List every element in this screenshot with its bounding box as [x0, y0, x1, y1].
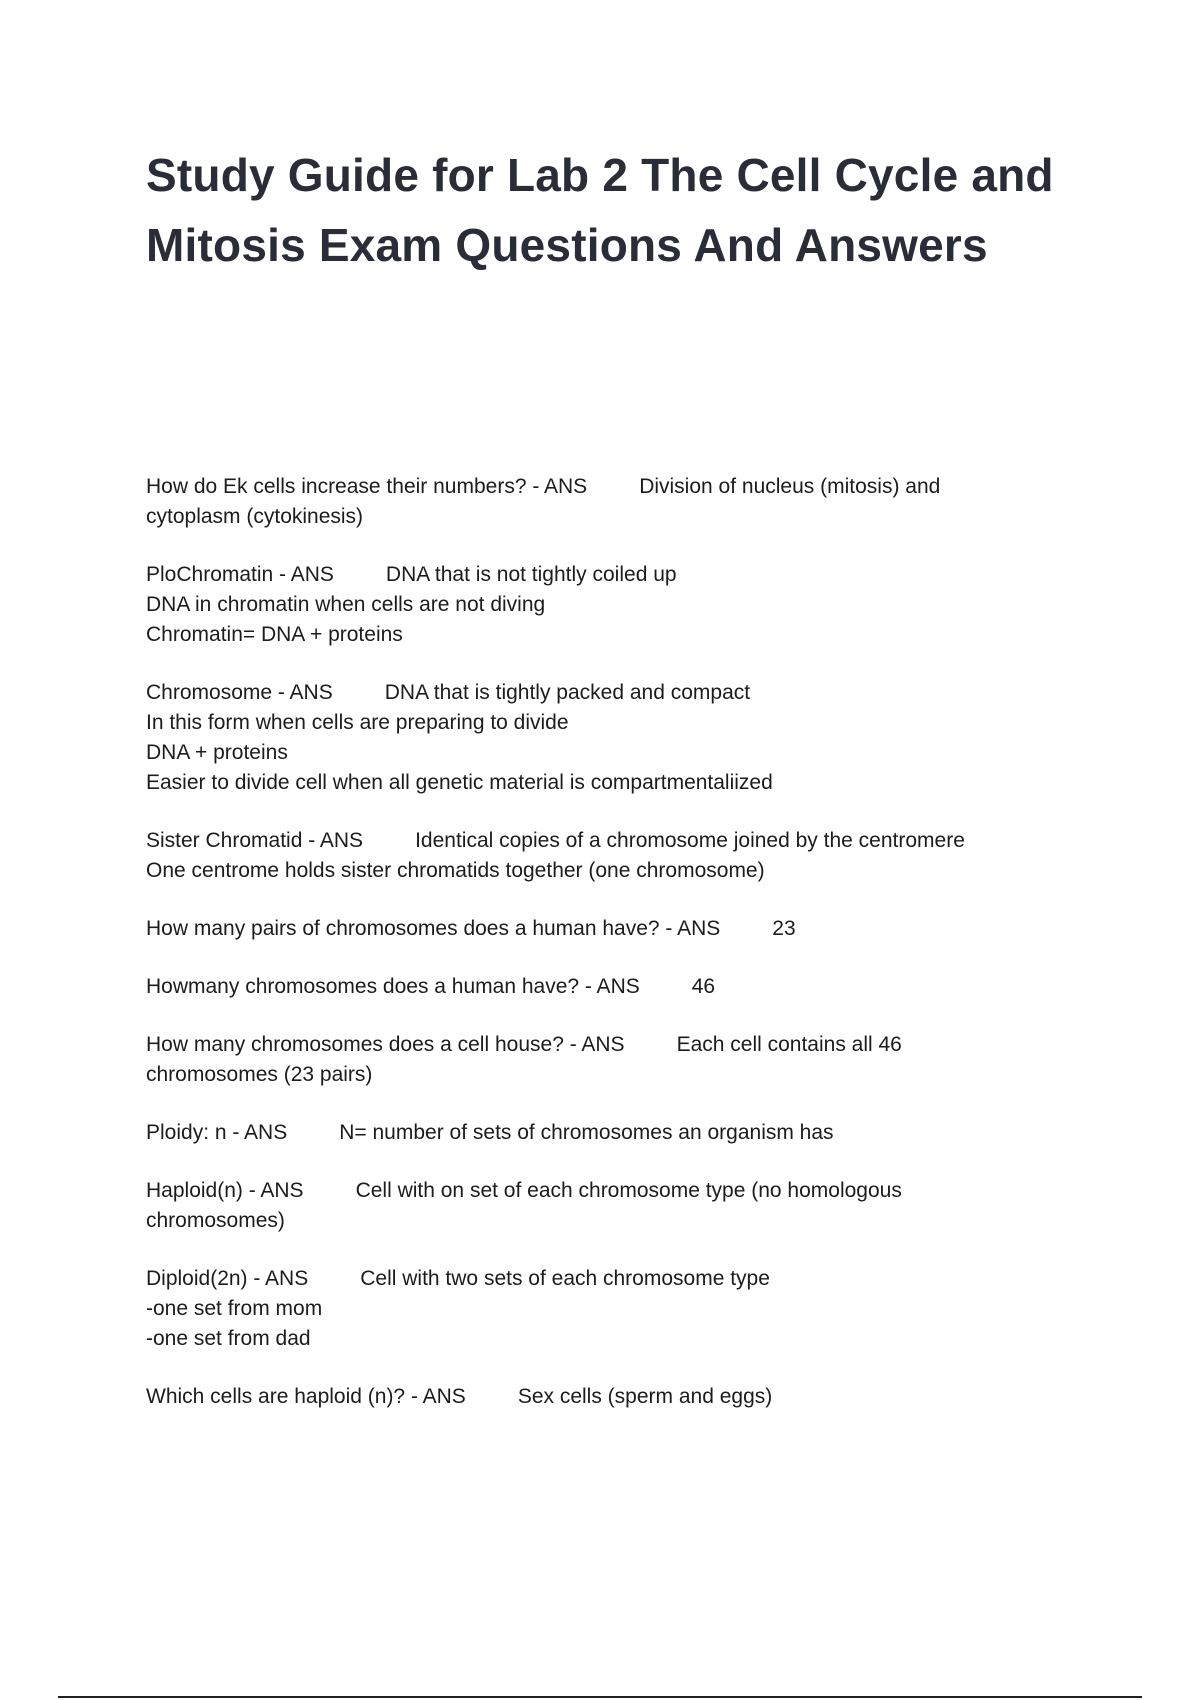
answer-text: Cell with two sets of each chromosome type	[360, 1267, 770, 1290]
question-text: Ploidy: n - ANS	[146, 1121, 288, 1144]
answer-text: DNA that is tightly packed and compact	[384, 681, 751, 704]
answer-line: Chromatin= DNA + proteins	[146, 623, 403, 646]
question-text: Howmany chromosomes does a human have? - ANS	[146, 975, 640, 998]
qa-item	[146, 1382, 1046, 1412]
answer-line: cytoplasm (cytokinesis)	[146, 505, 364, 528]
qa-item	[146, 826, 1046, 886]
question-text: How do Ek cells increase their numbers? - ANS	[146, 475, 588, 498]
answer-line: DNA + proteins	[146, 741, 288, 764]
answer-line: chromosomes)	[146, 1209, 285, 1232]
footer-divider	[58, 1696, 1142, 1698]
qa-item	[146, 678, 1046, 798]
question-text: Diploid(2n) - ANS	[146, 1267, 309, 1290]
answer-line: -one set from dad	[146, 1327, 311, 1350]
qa-item	[146, 914, 1046, 944]
answer-text: Cell with on set of each chromosome type (no homologous	[355, 1179, 902, 1202]
answer-line: Easier to divide cell when all genetic material is compartmentaliized	[146, 771, 773, 794]
question-text: Chromosome - ANS	[146, 681, 333, 704]
answer-text: Division of nucleus (mitosis) and	[639, 475, 941, 498]
answer-text: N= number of sets of chromosomes an organism has	[339, 1121, 834, 1144]
question-text: Which cells are haploid (n)? - ANS	[146, 1385, 466, 1408]
question-text: How many chromosomes does a cell house? - ANS	[146, 1033, 625, 1056]
answer-line: -one set from mom	[146, 1297, 323, 1320]
qa-item	[146, 1264, 1046, 1354]
answer-text: Identical copies of a chromosome joined by the centromere	[415, 829, 965, 852]
qa-item	[146, 1030, 1046, 1090]
answer-text: DNA that is not tightly coiled up	[385, 563, 677, 586]
question-text: Sister Chromatid - ANS	[146, 829, 364, 852]
document-title: Study Guide for Lab 2 The Cell Cycle and Mitosis Exam Questions And Answers	[146, 149, 1054, 271]
qa-item	[146, 560, 1046, 650]
question-text: PloChromatin - ANS	[146, 563, 334, 586]
question-text: Haploid(n) - ANS	[146, 1179, 304, 1202]
answer-text: Sex cells (sperm and eggs)	[517, 1385, 773, 1408]
qa-list	[146, 472, 1046, 1440]
answer-line: DNA in chromatin when cells are not diving	[146, 593, 546, 616]
answer-text: 23	[772, 917, 796, 940]
question-text: How many pairs of chromosomes does a human have? - ANS	[146, 917, 721, 940]
answer-line: chromosomes (23 pairs)	[146, 1063, 373, 1086]
answer-line: One centrome holds sister chromatids together (one chromosome)	[146, 859, 765, 882]
qa-item	[146, 1118, 1046, 1148]
qa-item	[146, 1176, 1046, 1236]
answer-line: In this form when cells are preparing to divide	[146, 711, 569, 734]
qa-item	[146, 472, 1046, 532]
answer-text: 46	[691, 975, 716, 998]
answer-text: Each cell contains all 46	[676, 1033, 902, 1056]
qa-item	[146, 972, 1046, 1002]
